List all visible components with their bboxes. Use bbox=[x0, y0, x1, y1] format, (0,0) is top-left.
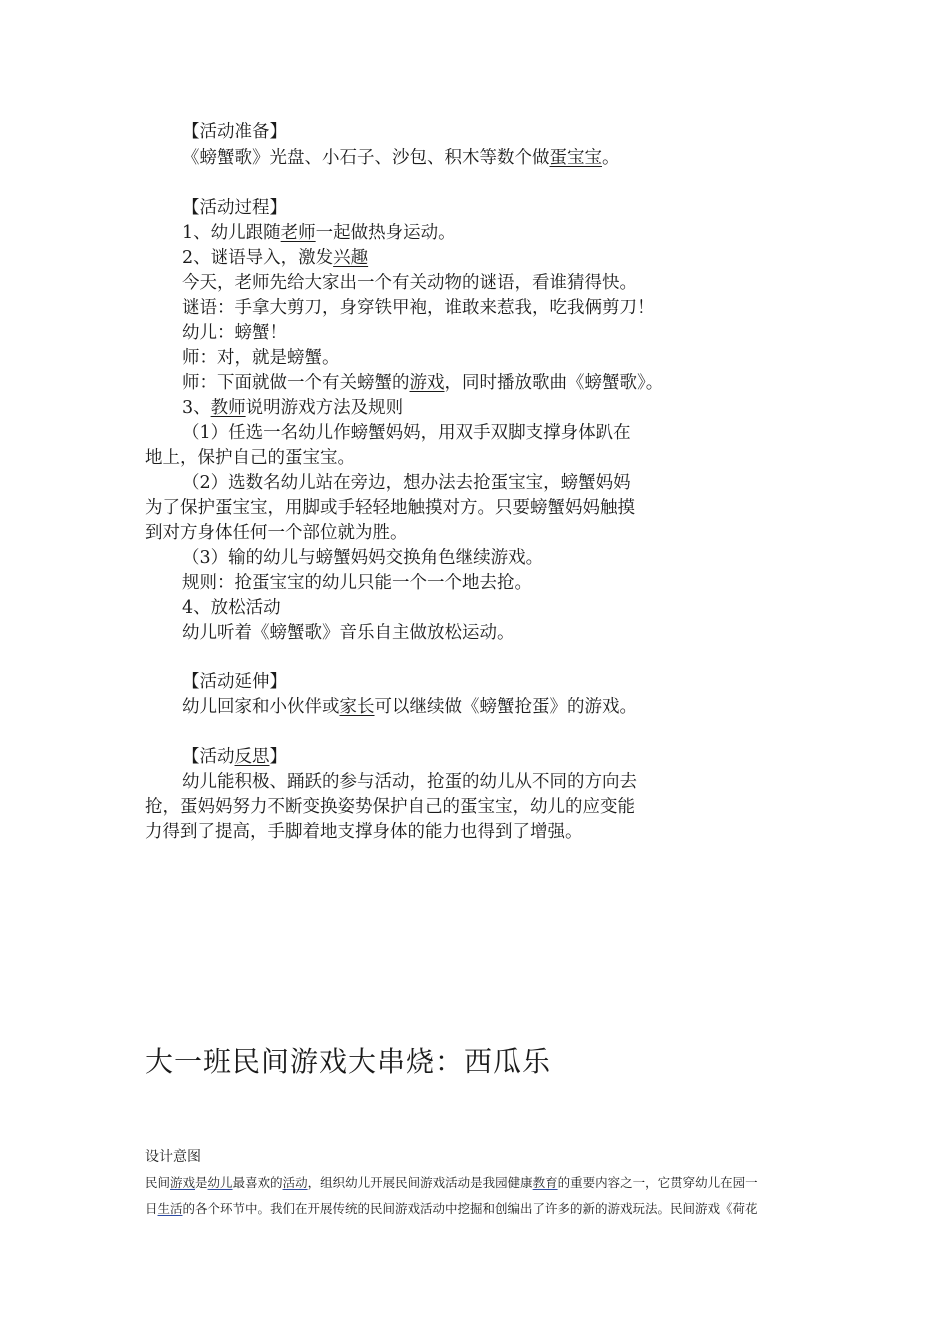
underlined-link[interactable]: 反思 bbox=[234, 747, 270, 767]
text-line: （3）输的幼儿与螃蟹妈妈交换角色继续游戏。 bbox=[182, 548, 544, 568]
link-game[interactable]: 游戏 bbox=[170, 1175, 196, 1190]
text-line: 师：下面就做一个有关螃蟹的游戏，同时播放歌曲《螃蟹歌》。 bbox=[182, 373, 664, 393]
text-line: 为了保护蛋宝宝，用脚或手轻轻地触摸对方。只要螃蟹妈妈触摸 bbox=[145, 498, 635, 518]
text-line: 幼儿回家和小伙伴或家长可以继续做《螃蟹抢蛋》的游戏。 bbox=[182, 697, 637, 717]
link-activity[interactable]: 活动 bbox=[282, 1175, 308, 1190]
heading-activity-preparation: 【活动准备】 bbox=[182, 122, 287, 142]
heading-activity-process: 【活动过程】 bbox=[182, 198, 287, 218]
link-life[interactable]: 生活 bbox=[157, 1201, 183, 1216]
text-line: 幼儿能积极、踊跃的参与活动，抢蛋的幼儿从不同的方向去 bbox=[182, 772, 637, 792]
text-line: 《螃蟹歌》光盘、小石子、沙包、积木等数个做蛋宝宝。 bbox=[182, 148, 620, 168]
underlined-link[interactable]: 教师 bbox=[210, 398, 246, 418]
text-line: 师：对，就是螃蟹。 bbox=[182, 348, 340, 368]
intro-line-1: 民间游戏是幼儿最喜欢的活动，组织幼儿开展民间游戏活动是我园健康教育的重要内容之一，它贯穿幼儿在园一 bbox=[145, 1175, 758, 1190]
text-line: 地上，保护自己的蛋宝宝。 bbox=[145, 448, 355, 468]
underlined-link[interactable]: 家长 bbox=[339, 697, 375, 717]
underlined-link[interactable]: 兴趣 bbox=[333, 248, 369, 268]
text-line: （2）选数名幼儿站在旁边，想办法去抢蛋宝宝，螃蟹妈妈 bbox=[182, 473, 631, 493]
text-line: 2、谜语导入，激发兴趣 bbox=[182, 248, 369, 268]
text-line: 幼儿听着《螃蟹歌》音乐自主做放松运动。 bbox=[182, 623, 515, 643]
text-line: 力得到了提高，手脚着地支撑身体的能力也得到了增强。 bbox=[145, 822, 583, 842]
text-line: 抢，蛋妈妈努力不断变换姿势保护自己的蛋宝宝，幼儿的应变能 bbox=[145, 797, 635, 817]
text-line: 4、放松活动 bbox=[182, 598, 281, 618]
text-line: 规则：抢蛋宝宝的幼儿只能一个一个地去抢。 bbox=[182, 573, 532, 593]
text-line: 幼儿：螃蟹！ bbox=[182, 323, 287, 343]
intro-line-2: 日生活的各个环节中。我们在开展传统的民间游戏活动中挖掘和创编出了许多的新的游戏玩法。民间游戏《荷花 bbox=[145, 1201, 758, 1216]
text-line: 今天，老师先给大家出一个有关动物的谜语，看谁猜得快。 bbox=[182, 273, 637, 293]
text-line: 到对方身体任何一个部位就为胜。 bbox=[145, 523, 408, 543]
section-heading: 设计意图 bbox=[145, 1149, 201, 1165]
text-line: 3、教师说明游戏方法及规则 bbox=[182, 398, 404, 418]
link-education[interactable]: 教育 bbox=[532, 1175, 558, 1190]
text-line: 谜语：手拿大剪刀，身穿铁甲袍，谁敢来惹我，吃我俩剪刀！ bbox=[182, 298, 655, 318]
heading-activity-extension: 【活动延伸】 bbox=[182, 672, 287, 692]
text-line: （1）任选一名幼儿作螃蟹妈妈，用双手双脚支撑身体趴在 bbox=[182, 423, 631, 443]
text-line: 1、幼儿跟随老师一起做热身运动。 bbox=[182, 223, 456, 243]
link-children[interactable]: 幼儿 bbox=[207, 1175, 233, 1190]
article-title: 大一班民间游戏大串烧：西瓜乐 bbox=[145, 1045, 552, 1078]
underlined-link[interactable]: 游戏 bbox=[409, 373, 445, 393]
heading-activity-reflection: 【活动反思】 bbox=[182, 747, 287, 767]
underlined-link[interactable]: 老师 bbox=[280, 223, 316, 243]
underlined-link[interactable]: 蛋宝宝 bbox=[549, 148, 602, 168]
